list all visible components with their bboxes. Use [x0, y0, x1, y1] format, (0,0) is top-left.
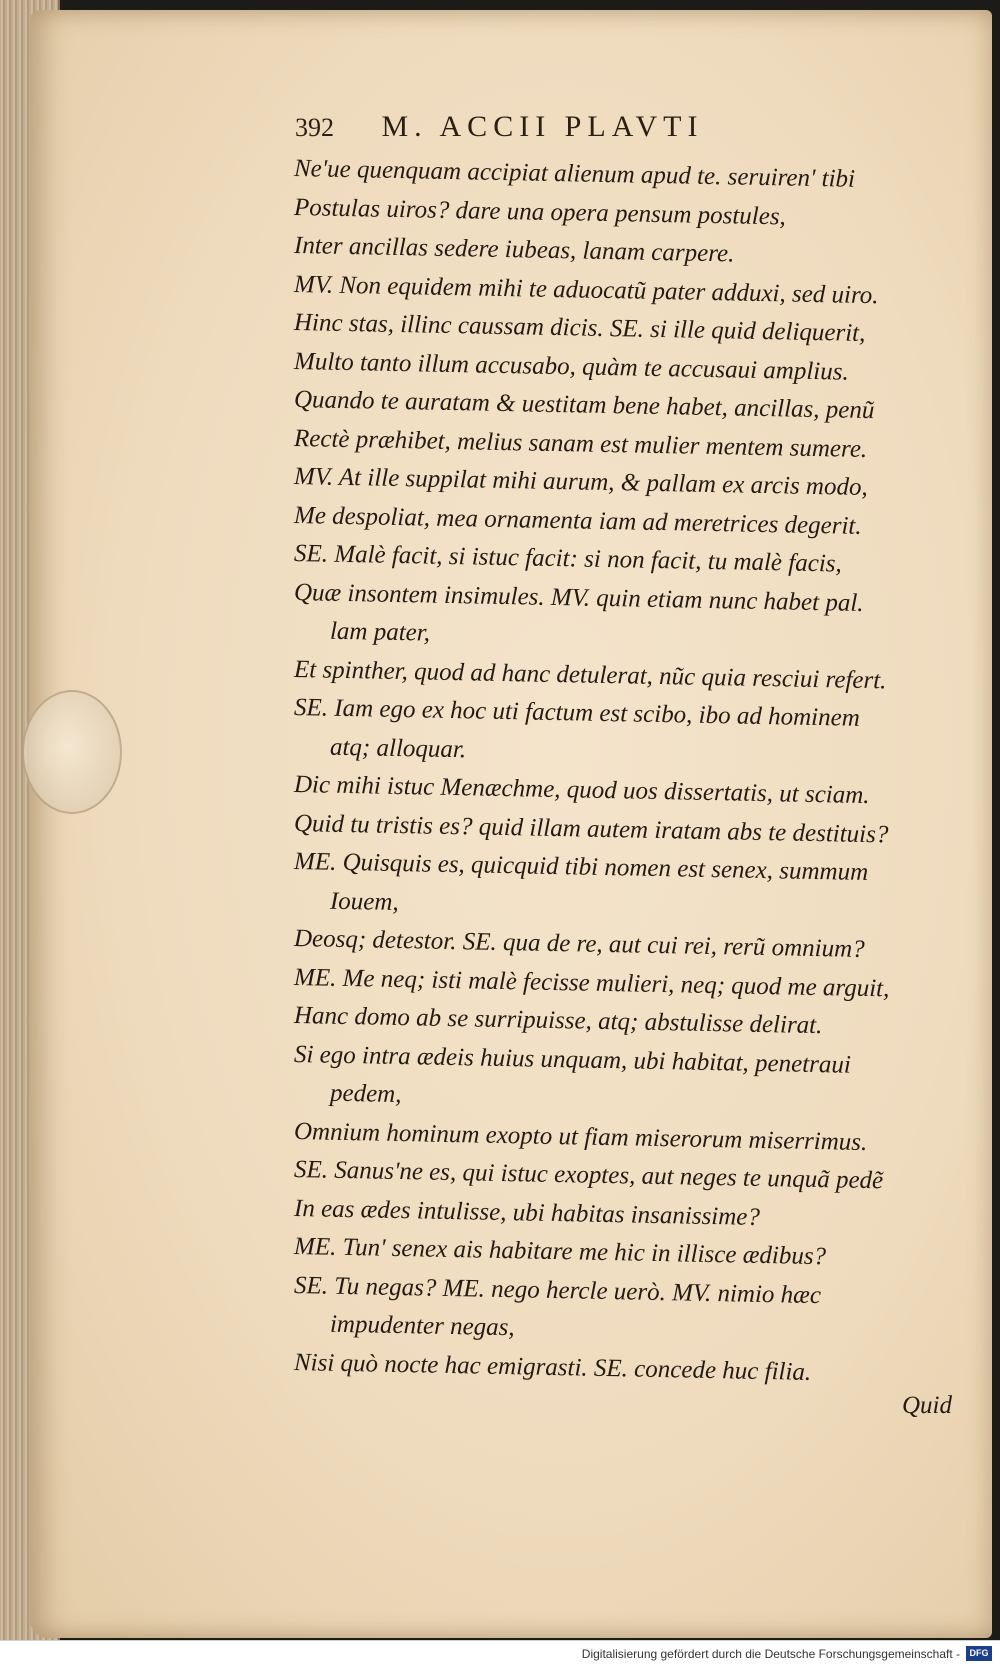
text-line: Inter ancillas sedere iubeas, lanam carpere.	[293, 232, 735, 268]
text-line-continuation: Iouem,	[329, 887, 399, 916]
text-line: MV. At ille suppilat mihi aurum, & pallam ex arcis modo,	[293, 463, 868, 502]
footer-bar	[0, 1640, 1000, 1668]
text-line: Postulas uiros? dare una opera pensum postules,	[293, 193, 787, 230]
catchword: Quid	[902, 1392, 952, 1419]
text-line: In eas ædes intulisse, ubi habitas insanissime?	[293, 1194, 761, 1231]
text-line: Me despoliat, mea ornamenta iam ad meretrices degerit.	[293, 501, 862, 540]
text-line: ME. Quisquis es, quicquid tibi nomen est senex, summum	[293, 848, 869, 887]
text-line: Deosq; detestor. SE. qua de re, aut cui rei, rerũ omnium?	[293, 925, 865, 963]
dfg-logo: DFG	[966, 1646, 992, 1661]
text-line: SE. Tu negas? ME. nego hercle uerò. MV. nimio hæc	[293, 1271, 822, 1309]
text-line-continuation: impudenter negas,	[329, 1310, 515, 1342]
running-header	[295, 110, 855, 150]
text-line-continuation: atq; alloquar.	[329, 733, 467, 763]
funding-credit: Digitalisierung gefördert durch die Deutsche Forschungsgemeinschaft -	[581, 1647, 960, 1661]
text-line: Quid tu tristis es? quid illam autem iratam abs te destituis?	[293, 809, 889, 848]
text-line: Quando te auratam & uestitam bene habet, ancillas, penũ	[293, 386, 875, 425]
text-line: Multo tanto illum accusabo, quàm te accusaui amplius.	[293, 347, 849, 386]
text-line-continuation: pedem,	[329, 1079, 402, 1109]
text-line: ME. Me neq; isti malè fecisse mulieri, neq; quod me arguit,	[293, 963, 890, 1002]
text-line: Hanc domo ab se surripuisse, atq; abstulisse delirat.	[293, 1002, 823, 1040]
running-title: M. ACCII PLAVTI	[381, 110, 704, 143]
text-line-continuation: lam pater,	[329, 617, 431, 647]
text-line: Hinc stas, illinc caussam dicis. SE. si ille quid deliquerit,	[293, 309, 866, 347]
text-line: ME. Tun' senex ais habitare me hic in illisce ædibus?	[293, 1233, 827, 1271]
clasp-shadow	[22, 690, 122, 814]
text-line: Nisi quò nocte hac emigrasti. SE. concede huc filia.	[293, 1348, 812, 1386]
text-line: MV. Non equidem mihi te aduocatũ pater adduxi, sed uiro.	[293, 270, 879, 309]
text-line: Quæ insontem insimules. MV. quin etiam nunc habet pal.	[293, 578, 864, 617]
text-line: Rectè præhibet, melius sanam est mulier mentem sumere.	[293, 424, 868, 463]
text-line: Ne'ue quenquam accipiat alienum apud te. seruiren' tibi	[293, 155, 856, 193]
text-line: Dic mihi istuc Menæchme, quod uos dissertatis, ut sciam.	[293, 771, 870, 810]
text-line: Et spinther, quod ad hanc detulerat, nũc quia resciui refert.	[293, 655, 887, 694]
text-line: SE. Iam ego ex hoc uti factum est scibo, ibo ad hominem	[293, 694, 861, 732]
folio-number: 392	[295, 113, 334, 142]
text-block	[293, 150, 954, 1386]
text-line: SE. Malè facit, si istuc facit: si non facit, tu malè facis,	[293, 540, 843, 578]
text-line: SE. Sanus'ne es, qui istuc exoptes, aut neges te unquã pedẽ	[293, 1156, 884, 1195]
text-line: Si ego intra ædeis huius unquam, ubi habitat, penetraui	[293, 1040, 852, 1079]
text-line: Omnium hominum exopto ut fiam miserorum miserrimus.	[293, 1117, 868, 1156]
